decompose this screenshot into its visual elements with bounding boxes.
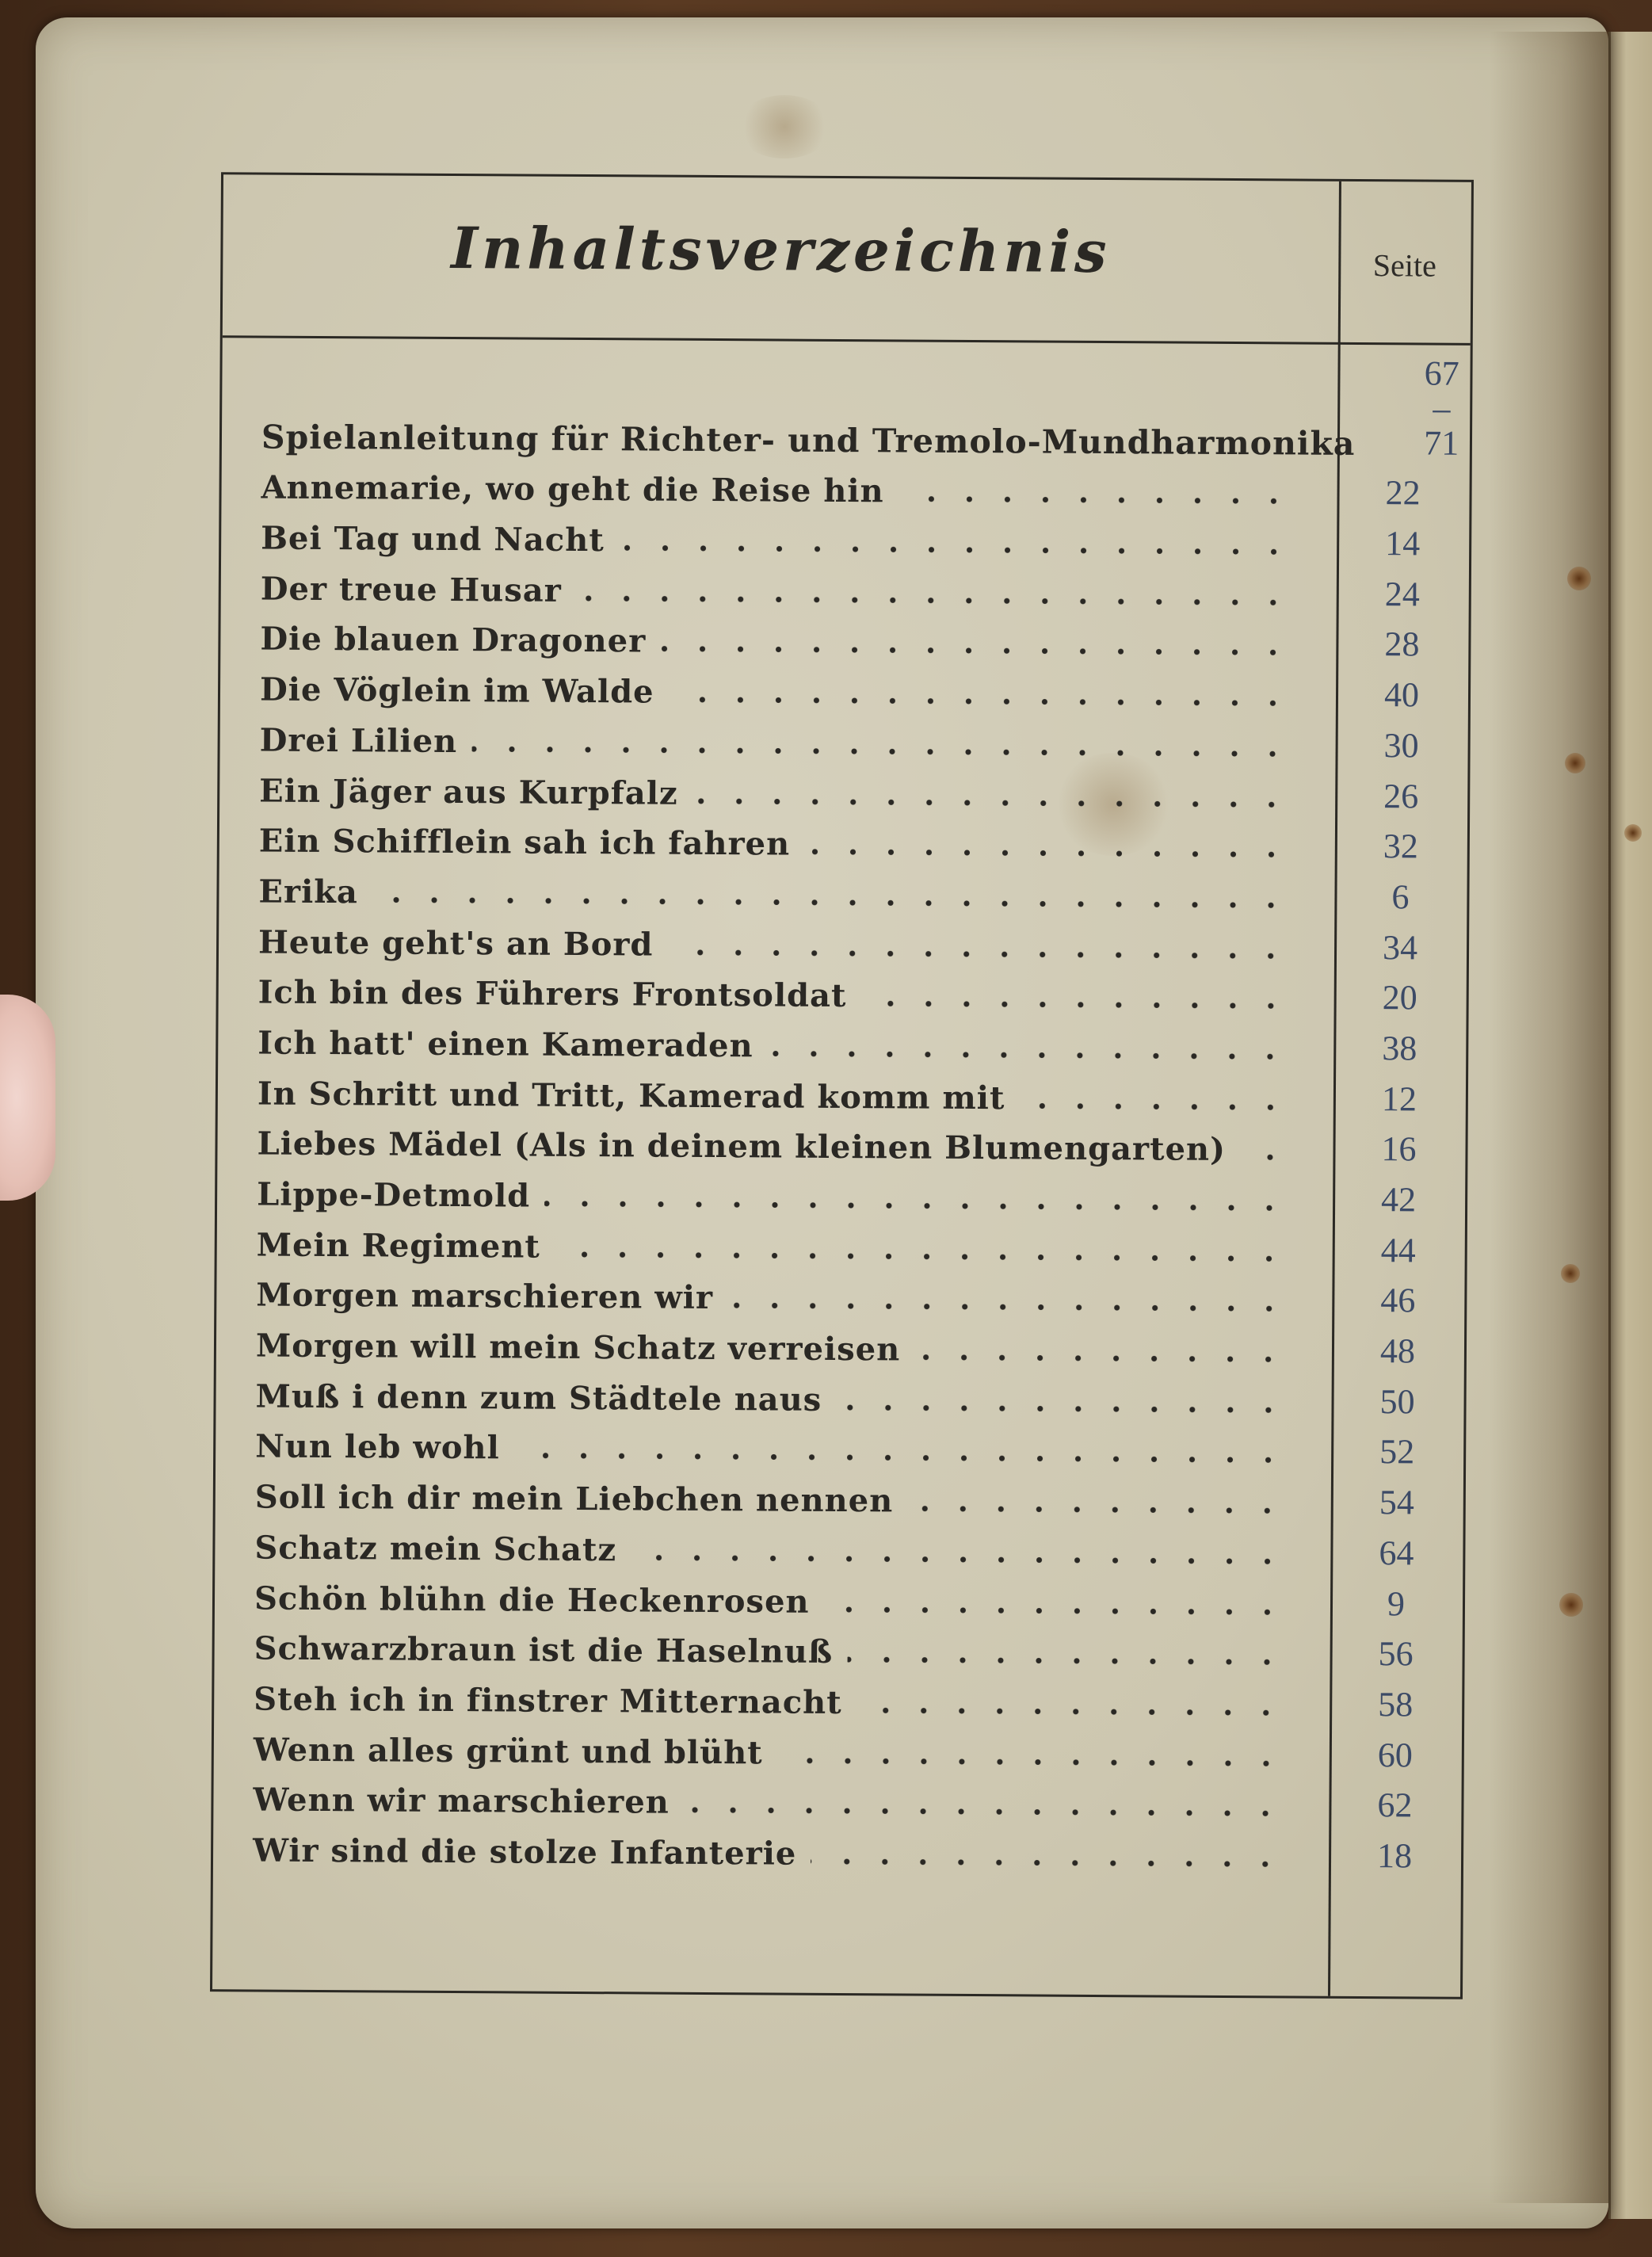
dot-leader bbox=[684, 1806, 1285, 1818]
entry-page-number: 62 bbox=[1377, 1785, 1413, 1825]
entry-page-number: 12 bbox=[1381, 1079, 1417, 1119]
list-item bbox=[258, 1009, 1463, 1067]
contents-list bbox=[252, 353, 1467, 1876]
entry-page-number: 30 bbox=[1383, 725, 1419, 766]
entry-page-number: 64 bbox=[1379, 1533, 1414, 1573]
entry-page-number: 34 bbox=[1382, 927, 1418, 967]
entry-title: Soll ich dir mein Liebchen nennen bbox=[254, 1478, 894, 1520]
rust-spot bbox=[1561, 1264, 1580, 1283]
contents-table-frame bbox=[210, 172, 1474, 1999]
list-item bbox=[261, 453, 1467, 511]
entry-page-number: 22 bbox=[1385, 473, 1421, 513]
dot-leader bbox=[804, 848, 1291, 859]
list-item bbox=[260, 706, 1466, 764]
entry-title: Erika bbox=[258, 873, 359, 911]
entry-title: Schön blühn die Heckenrosen bbox=[254, 1579, 810, 1621]
list-item bbox=[253, 1766, 1459, 1824]
entry-title: Wir sind die stolze Infanterie bbox=[252, 1831, 797, 1873]
list-item bbox=[254, 1514, 1460, 1571]
entry-title: Morgen will mein Schatz verreisen bbox=[255, 1327, 901, 1369]
entry-title: Lippe-Detmold bbox=[257, 1175, 531, 1215]
page-gutter-shadow bbox=[1490, 32, 1608, 2203]
dot-leader bbox=[811, 1858, 1284, 1869]
rust-spot bbox=[1559, 1593, 1583, 1617]
list-item bbox=[254, 1715, 1459, 1773]
entry-title: Ich hatt' einen Kameraden bbox=[258, 1024, 754, 1065]
list-item bbox=[255, 1362, 1461, 1420]
list-item bbox=[255, 1463, 1461, 1521]
dot-leader bbox=[727, 1301, 1288, 1312]
entry-title: In Schritt und Tritt, Kamerad komm mit bbox=[257, 1075, 1005, 1117]
entry-title: Drei Lilien bbox=[259, 721, 458, 760]
entry-page-number: 60 bbox=[1377, 1735, 1414, 1774]
entry-title: Ich bin des Führers Frontsoldat bbox=[258, 973, 847, 1015]
paper-stain bbox=[737, 95, 832, 158]
dot-leader bbox=[544, 1200, 1288, 1213]
list-item bbox=[260, 655, 1466, 713]
dot-leader bbox=[576, 594, 1292, 607]
page-title: Inhaltsverzeichnis bbox=[451, 213, 1111, 286]
entry-page-number: 18 bbox=[1376, 1836, 1413, 1876]
entry-page-number: 40 bbox=[1383, 675, 1420, 715]
header-divider bbox=[223, 335, 1471, 346]
list-item bbox=[257, 1210, 1463, 1268]
dot-leader bbox=[514, 1452, 1287, 1465]
entry-title: Spielanleitung für Richter- und Tremolo-Mundharmonika bbox=[261, 418, 1356, 463]
dot-leader bbox=[667, 948, 1290, 960]
entry-title: Muß i denn zum Städtele naus bbox=[255, 1377, 822, 1419]
dot-leader bbox=[768, 1049, 1290, 1060]
entry-page-number: 48 bbox=[1379, 1331, 1416, 1371]
dot-leader bbox=[631, 1553, 1286, 1565]
entry-title: Die Vöglein im Walde bbox=[259, 670, 654, 711]
list-item bbox=[253, 1816, 1459, 1874]
entry-title: Mein Regiment bbox=[256, 1226, 541, 1266]
list-item bbox=[259, 756, 1465, 814]
dot-leader bbox=[860, 999, 1289, 1010]
facing-page-edge bbox=[1608, 32, 1652, 2219]
entry-title: Nun leb wohl bbox=[255, 1427, 500, 1467]
entry-title: Wenn alles grünt und blüht bbox=[253, 1731, 763, 1771]
entry-page-number: 58 bbox=[1378, 1685, 1414, 1724]
dot-leader bbox=[660, 645, 1291, 657]
entry-page-number: 32 bbox=[1383, 827, 1419, 866]
dot-leader bbox=[823, 1605, 1286, 1616]
dot-leader bbox=[1019, 1102, 1289, 1111]
entry-page-number: 44 bbox=[1380, 1230, 1416, 1270]
list-item bbox=[254, 1614, 1460, 1672]
entry-page-number: 16 bbox=[1381, 1129, 1417, 1169]
entry-page-number: 6 bbox=[1391, 877, 1410, 917]
entry-page-number: 42 bbox=[1380, 1180, 1417, 1220]
entry-title: Schwarzbraun ist die Haselnuß bbox=[254, 1629, 834, 1671]
entry-page-number: 20 bbox=[1382, 978, 1417, 1018]
list-item bbox=[259, 807, 1465, 865]
entry-title: Annemarie, wo geht die Reise hin bbox=[261, 468, 884, 510]
entry-page-number: 67 – 71 bbox=[1424, 353, 1459, 463]
dot-leader bbox=[668, 696, 1291, 708]
list-item bbox=[261, 504, 1467, 562]
entry-title: Der treue Husar bbox=[260, 570, 562, 609]
dot-leader bbox=[619, 544, 1292, 556]
rust-spot bbox=[1624, 824, 1642, 842]
dot-leader bbox=[898, 495, 1293, 506]
list-item bbox=[261, 353, 1467, 463]
thumb bbox=[0, 995, 55, 1201]
dot-leader bbox=[555, 1250, 1288, 1262]
dot-leader bbox=[907, 1505, 1287, 1515]
entry-title: Ein Schifflein sah ich fahren bbox=[258, 822, 791, 863]
list-item bbox=[258, 1059, 1463, 1117]
list-item bbox=[256, 1312, 1462, 1369]
entry-page-number: 46 bbox=[1380, 1281, 1416, 1320]
list-item bbox=[260, 605, 1466, 663]
list-item bbox=[257, 1160, 1463, 1218]
entry-page-number: 26 bbox=[1383, 776, 1419, 815]
entry-page-number: 9 bbox=[1387, 1583, 1406, 1623]
list-item bbox=[256, 1261, 1462, 1319]
list-item bbox=[255, 1412, 1461, 1470]
entry-page-number: 56 bbox=[1378, 1634, 1414, 1674]
dot-leader bbox=[847, 1656, 1285, 1666]
list-item bbox=[258, 857, 1464, 915]
entry-title: Bei Tag und Nacht bbox=[261, 519, 605, 559]
entry-page-number: 24 bbox=[1384, 574, 1420, 614]
entry-page-number: 52 bbox=[1379, 1432, 1415, 1472]
entry-title: Steh ich in finstrer Mitternacht bbox=[254, 1680, 842, 1721]
dot-leader bbox=[857, 1706, 1286, 1717]
page-column-header: Seite bbox=[1372, 247, 1436, 284]
list-item bbox=[254, 1665, 1459, 1723]
dot-leader bbox=[471, 745, 1291, 758]
list-item bbox=[261, 555, 1467, 613]
dot-leader bbox=[1240, 1153, 1289, 1161]
list-item bbox=[254, 1564, 1460, 1621]
entry-page-number: 14 bbox=[1385, 524, 1421, 563]
dot-leader bbox=[777, 1756, 1285, 1767]
entry-page-number: 28 bbox=[1384, 624, 1420, 664]
entry-page-number: 54 bbox=[1379, 1483, 1414, 1522]
entry-title: Liebes Mädel (Als in deinem kleinen Blumengarten) bbox=[257, 1125, 1227, 1169]
entry-page-number: 50 bbox=[1379, 1381, 1415, 1422]
dot-leader bbox=[914, 1354, 1288, 1364]
list-item bbox=[257, 1109, 1463, 1167]
entry-title: Schatz mein Schatz bbox=[254, 1529, 617, 1569]
entry-title: Heute geht's an Bord bbox=[258, 923, 654, 964]
list-item bbox=[258, 958, 1464, 1016]
entry-title: Wenn wir marschieren bbox=[253, 1781, 670, 1821]
rust-spot bbox=[1567, 567, 1591, 590]
entry-title: Morgen marschieren wir bbox=[256, 1276, 714, 1317]
entry-title: Ein Jäger aus Kurpfalz bbox=[259, 772, 678, 812]
entry-page-number: 38 bbox=[1382, 1029, 1417, 1068]
list-item bbox=[258, 907, 1464, 965]
entry-title: Die blauen Dragoner bbox=[260, 620, 647, 660]
dot-leader bbox=[372, 896, 1291, 909]
rust-spot bbox=[1565, 753, 1585, 773]
dot-leader bbox=[836, 1403, 1287, 1414]
dot-leader bbox=[692, 796, 1291, 808]
